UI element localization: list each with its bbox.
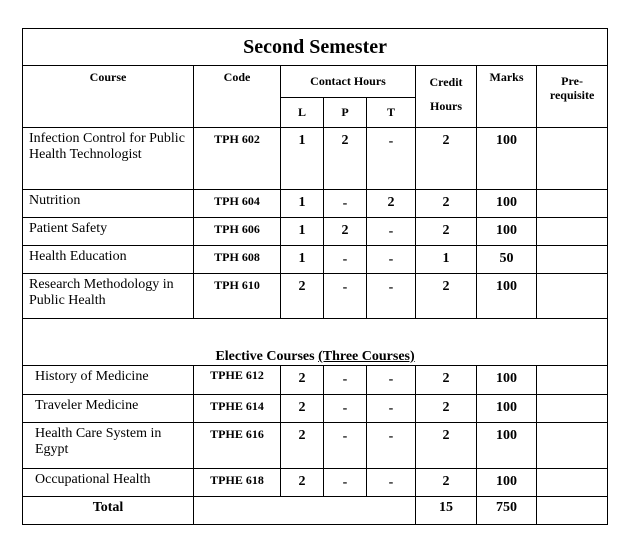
marks: 100 bbox=[477, 274, 537, 319]
total-label: Total bbox=[23, 497, 194, 525]
table-row bbox=[23, 128, 608, 190]
table-row bbox=[23, 274, 608, 319]
prerequisite bbox=[537, 395, 608, 423]
credit-hours: 1 bbox=[416, 246, 477, 274]
elective-heading bbox=[23, 319, 608, 366]
tutorial-hours: - bbox=[367, 395, 416, 423]
table-row bbox=[23, 190, 608, 218]
credit-hours: 2 bbox=[416, 423, 477, 469]
header-prerequisite bbox=[537, 66, 608, 128]
total-credit: 15 bbox=[416, 497, 477, 525]
prerequisite bbox=[537, 190, 608, 218]
practical-hours: 2 bbox=[324, 128, 367, 190]
prerequisite bbox=[537, 218, 608, 246]
header-hours: Hours bbox=[429, 99, 462, 113]
credit-hours: 2 bbox=[416, 218, 477, 246]
marks: 50 bbox=[477, 246, 537, 274]
tutorial-hours: - bbox=[367, 218, 416, 246]
marks: 100 bbox=[477, 218, 537, 246]
elective-heading-mid: urses bbox=[283, 349, 319, 364]
total-spacer bbox=[194, 497, 416, 525]
tutorial-hours: - bbox=[367, 128, 416, 190]
practical-hours: - bbox=[324, 366, 367, 395]
header-pre: Pre- bbox=[561, 74, 583, 88]
header-credit: Credit bbox=[429, 75, 463, 89]
course-name: Health Education bbox=[23, 246, 194, 274]
credit-hours: 2 bbox=[416, 190, 477, 218]
prerequisite bbox=[537, 128, 608, 190]
tutorial-hours: - bbox=[367, 366, 416, 395]
table-row bbox=[23, 423, 608, 469]
course-code: TPH 606 bbox=[194, 218, 281, 246]
course-name: Traveler Medicine bbox=[23, 395, 194, 423]
tutorial-hours: - bbox=[367, 423, 416, 469]
credit-hours: 2 bbox=[416, 274, 477, 319]
course-code: TPHE 612 bbox=[194, 366, 281, 395]
header-p: P bbox=[324, 98, 367, 128]
course-name: Patient Safety bbox=[23, 218, 194, 246]
lecture-hours: 2 bbox=[281, 423, 324, 469]
course-code: TPH 604 bbox=[194, 190, 281, 218]
prerequisite bbox=[537, 274, 608, 319]
table-row bbox=[23, 395, 608, 423]
marks: 100 bbox=[477, 128, 537, 190]
header-marks: Marks bbox=[477, 66, 537, 128]
practical-hours: - bbox=[324, 469, 367, 497]
tutorial-hours: - bbox=[367, 469, 416, 497]
course-name: Research Methodology in Public Health bbox=[23, 274, 194, 319]
lecture-hours: 2 bbox=[281, 274, 324, 319]
curriculum-table bbox=[22, 28, 608, 525]
header-requisite: requisite bbox=[549, 88, 595, 102]
marks: 100 bbox=[477, 190, 537, 218]
lecture-hours: 2 bbox=[281, 395, 324, 423]
total-marks: 750 bbox=[477, 497, 537, 525]
credit-hours: 2 bbox=[416, 469, 477, 497]
marks: 100 bbox=[477, 423, 537, 469]
practical-hours: - bbox=[324, 246, 367, 274]
course-name: History of Medicine bbox=[23, 366, 194, 395]
table-row bbox=[23, 366, 608, 395]
credit-hours: 2 bbox=[416, 366, 477, 395]
marks: 100 bbox=[477, 395, 537, 423]
lecture-hours: 2 bbox=[281, 366, 324, 395]
practical-hours: - bbox=[324, 190, 367, 218]
header-contact-hours: Contact Hours bbox=[281, 66, 416, 98]
header-code: Code bbox=[194, 66, 281, 128]
course-code: TPHE 614 bbox=[194, 395, 281, 423]
course-code: TPHE 618 bbox=[194, 469, 281, 497]
elective-heading-prefix: Elective Co bbox=[215, 349, 284, 364]
elective-heading-underlined: (Three Courses) bbox=[318, 349, 415, 364]
marks: 100 bbox=[477, 366, 537, 395]
header-t: T bbox=[367, 98, 416, 128]
course-name: Nutrition bbox=[23, 190, 194, 218]
course-code: TPH 602 bbox=[194, 128, 281, 190]
course-name: Occupational Health bbox=[23, 469, 194, 497]
table-row bbox=[23, 246, 608, 274]
header-l: L bbox=[281, 98, 324, 128]
course-name: Health Care System in Egypt bbox=[23, 423, 194, 469]
marks: 100 bbox=[477, 469, 537, 497]
lecture-hours: 1 bbox=[281, 128, 324, 190]
lecture-hours: 1 bbox=[281, 190, 324, 218]
practical-hours: 2 bbox=[324, 218, 367, 246]
course-code: TPHE 616 bbox=[194, 423, 281, 469]
course-name: Infection Control for Public Health Technologist bbox=[23, 128, 194, 190]
practical-hours: - bbox=[324, 395, 367, 423]
table-row bbox=[23, 218, 608, 246]
prerequisite bbox=[537, 246, 608, 274]
course-code: TPH 608 bbox=[194, 246, 281, 274]
prerequisite bbox=[537, 366, 608, 395]
lecture-hours: 1 bbox=[281, 218, 324, 246]
table-title: Second Semester bbox=[23, 29, 608, 66]
credit-hours: 2 bbox=[416, 128, 477, 190]
lecture-hours: 2 bbox=[281, 469, 324, 497]
total-row bbox=[23, 497, 608, 525]
credit-hours: 2 bbox=[416, 395, 477, 423]
tutorial-hours: - bbox=[367, 246, 416, 274]
practical-hours: - bbox=[324, 423, 367, 469]
prerequisite bbox=[537, 469, 608, 497]
table-row bbox=[23, 469, 608, 497]
header-course: Course bbox=[23, 66, 194, 128]
tutorial-hours: - bbox=[367, 274, 416, 319]
total-prerequisite bbox=[537, 497, 608, 525]
header-credit-hours bbox=[416, 66, 477, 128]
practical-hours: - bbox=[324, 274, 367, 319]
tutorial-hours: 2 bbox=[367, 190, 416, 218]
lecture-hours: 1 bbox=[281, 246, 324, 274]
prerequisite bbox=[537, 423, 608, 469]
course-code: TPH 610 bbox=[194, 274, 281, 319]
